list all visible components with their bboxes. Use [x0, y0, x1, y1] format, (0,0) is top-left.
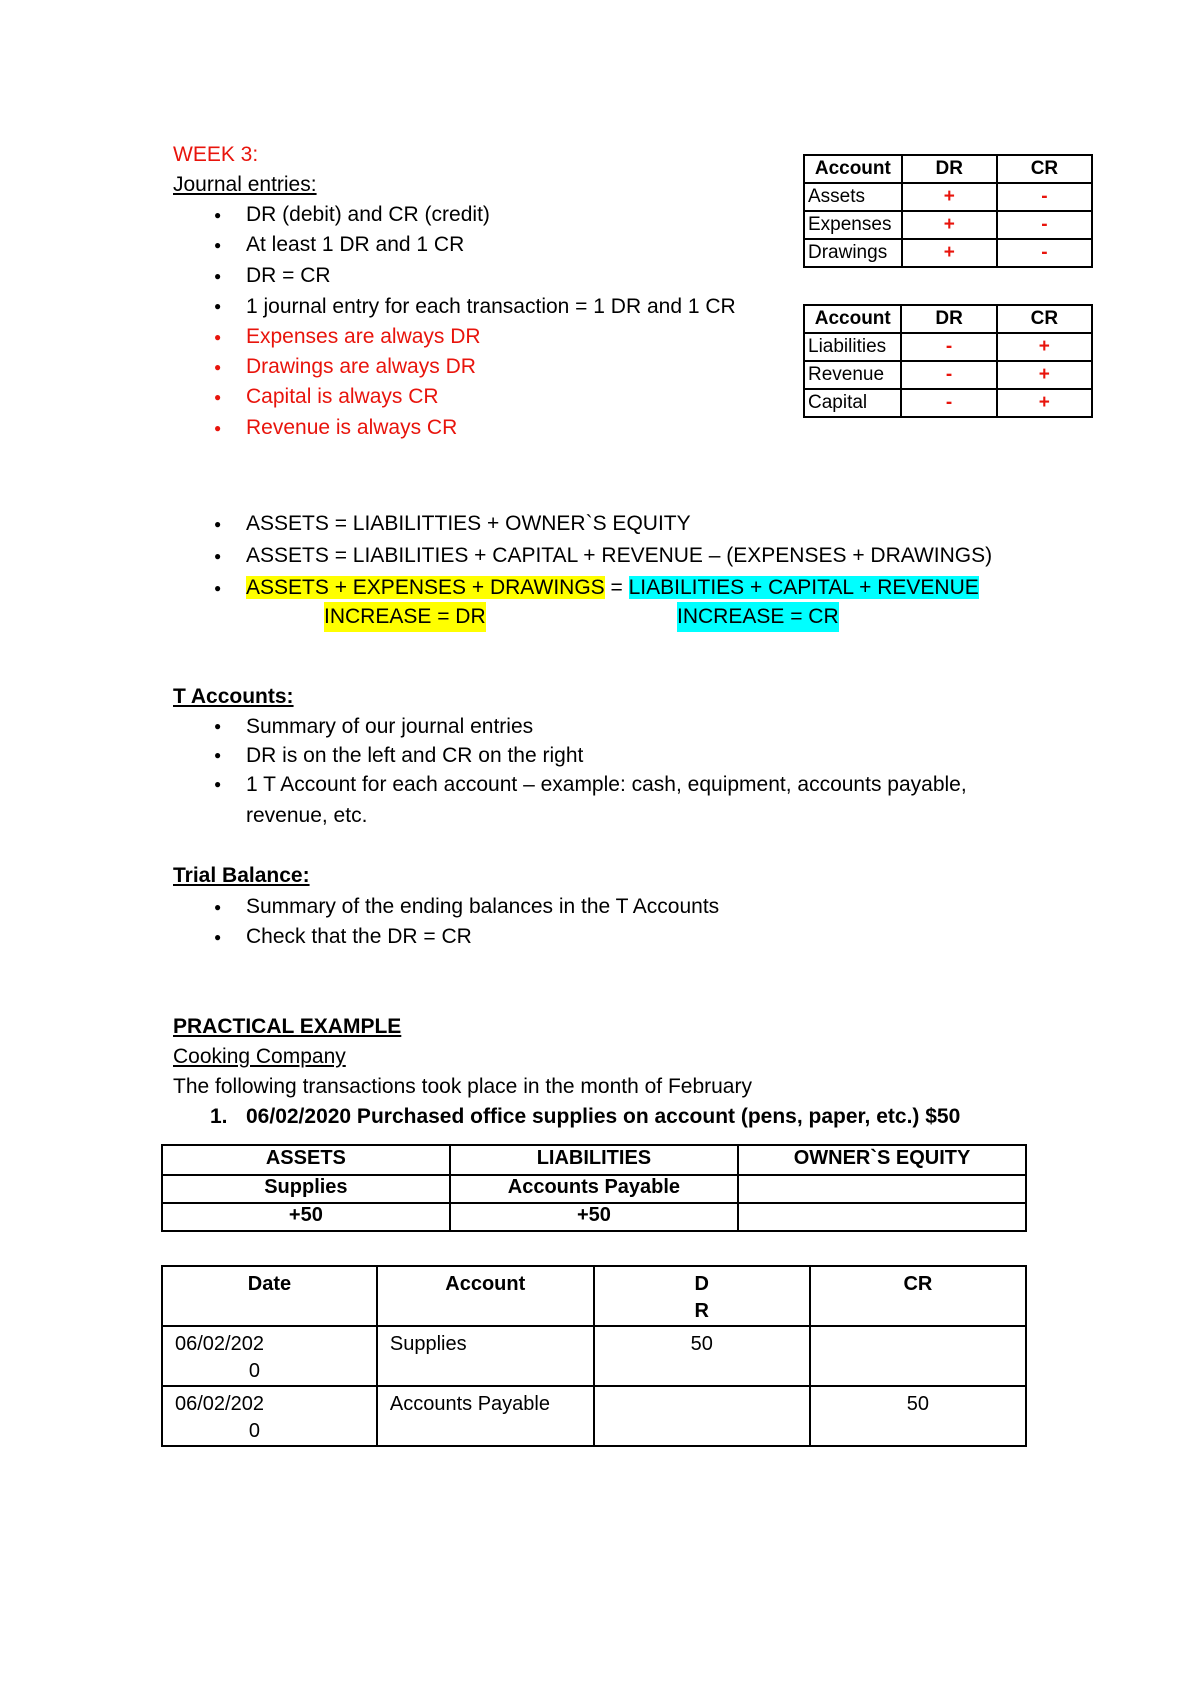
table-row — [162, 1326, 1026, 1386]
list-item: ● At least 1 DR and 1 CR — [173, 230, 736, 260]
list-item: ● Expenses are always DR — [173, 322, 736, 352]
account-cell: Accounts Payable — [377, 1386, 594, 1446]
account-cell: Supplies — [377, 1326, 594, 1386]
column-header: Account — [804, 305, 901, 333]
list-item: ● Summary of our journal entries — [173, 712, 967, 741]
increase-dr-label: INCREASE = DR — [324, 602, 486, 632]
list-item: ● Capital is always CR — [173, 382, 736, 412]
dr-cell: 50 — [594, 1326, 810, 1386]
list-item: ● Check that the DR = CR — [173, 922, 719, 952]
list-item: ● DR (debit) and CR (credit) — [173, 200, 736, 230]
list-item: ● DR is on the left and CR on the right — [173, 741, 967, 770]
date-line-2: 0 — [248, 1360, 260, 1382]
cr-sign: + — [997, 333, 1092, 361]
column-header: CR — [997, 305, 1092, 333]
account-cell: Capital — [804, 389, 901, 417]
date-cell — [162, 1326, 377, 1386]
table-cell — [738, 1175, 1026, 1203]
journal-list — [173, 200, 736, 443]
dr-sign: + — [902, 239, 997, 267]
dr-sign: - — [901, 361, 996, 389]
dr-cell — [594, 1386, 810, 1446]
table-row — [804, 361, 1092, 389]
column-header: CR — [810, 1266, 1026, 1326]
equation-left-highlight: ASSETS + EXPENSES + DRAWINGS — [246, 576, 605, 599]
cr-sign: + — [997, 361, 1092, 389]
increase-cr-label: INCREASE = CR — [677, 602, 839, 632]
account-cell: Expenses — [804, 211, 902, 239]
table-row — [804, 389, 1092, 417]
column-header: Date — [162, 1266, 377, 1326]
table-row — [804, 183, 1092, 211]
column-header: OWNER`S EQUITY — [738, 1145, 1026, 1175]
list-item: ● 1 journal entry for each transaction = 1 DR and 1 CR — [173, 291, 736, 322]
t-accounts-list — [173, 712, 967, 799]
table-cell: Accounts Payable — [450, 1175, 738, 1203]
table-row — [162, 1203, 1026, 1231]
table-cell: +50 — [450, 1203, 738, 1231]
list-item: ● ASSETS = LIABILITIES + CAPITAL + REVENUE – (EXPENSES + DRAWINGS) — [173, 540, 992, 572]
cr-sign: - — [997, 211, 1092, 239]
table-cell: Supplies — [162, 1175, 450, 1203]
table-row — [162, 1386, 1026, 1446]
journal-entry-table — [161, 1265, 1027, 1447]
column-header: Account — [377, 1266, 594, 1326]
table-row — [804, 239, 1092, 267]
column-header: DR — [901, 305, 996, 333]
cr-cell: 50 — [810, 1386, 1026, 1446]
trial-balance-list — [173, 892, 719, 953]
account-cell: Revenue — [804, 361, 901, 389]
date-cell — [162, 1386, 377, 1446]
list-item: ● DR = CR — [173, 261, 736, 291]
dr-header-d: D — [694, 1273, 709, 1295]
list-item: ● 1 T Account for each account – example: cash, equipment, accounts payable, — [173, 770, 967, 799]
credit-increase-table — [803, 304, 1093, 418]
account-cell: Assets — [804, 183, 902, 211]
column-header: LIABILITIES — [450, 1145, 738, 1175]
table-row — [804, 211, 1092, 239]
t-accounts-title: T Accounts: — [173, 685, 294, 708]
dr-sign: - — [901, 333, 996, 361]
dr-sign: - — [901, 389, 996, 417]
page-heading: WEEK 3: — [173, 143, 259, 166]
dr-header-r: R — [694, 1300, 709, 1322]
date-line-1: 06/02/202 — [175, 1333, 264, 1355]
date-line-1: 06/02/202 — [175, 1393, 264, 1415]
company-name: Cooking Company — [173, 1045, 346, 1068]
column-header: CR — [997, 155, 1092, 183]
cr-sign: + — [997, 389, 1092, 417]
transactions-intro: The following transactions took place in the month of February — [173, 1075, 752, 1098]
transaction-description: 06/02/2020 Purchased office supplies on account (pens, paper, etc.) $50 — [246, 1105, 961, 1128]
column-header — [594, 1266, 810, 1326]
practical-example-title: PRACTICAL EXAMPLE — [173, 1015, 402, 1038]
journal-entries-title: Journal entries: — [173, 173, 317, 196]
account-cell: Drawings — [804, 239, 902, 267]
list-item: ● Drawings are always DR — [173, 352, 736, 382]
column-header: ASSETS — [162, 1145, 450, 1175]
list-item — [173, 572, 992, 604]
table-cell — [738, 1203, 1026, 1231]
table-row — [804, 333, 1092, 361]
dr-sign: + — [902, 183, 997, 211]
table-cell: +50 — [162, 1203, 450, 1231]
equation-right-highlight: LIABILITIES + CAPITAL + REVENUE — [628, 576, 979, 599]
equals-sign: = — [604, 576, 629, 599]
list-item: ● Summary of the ending balances in the T Accounts — [173, 892, 719, 922]
accounting-equation-table — [161, 1144, 1027, 1232]
column-header: DR — [902, 155, 997, 183]
trial-balance-title: Trial Balance: — [173, 864, 310, 887]
transaction-number: 1. — [210, 1105, 228, 1128]
cr-sign: - — [997, 183, 1092, 211]
date-line-2: 0 — [248, 1420, 260, 1442]
list-item: ● ASSETS = LIABILITTIES + OWNER`S EQUITY — [173, 508, 992, 540]
dr-sign: + — [902, 211, 997, 239]
column-header: Account — [804, 155, 902, 183]
list-item-continuation: revenue, etc. — [246, 804, 368, 827]
table-row — [162, 1175, 1026, 1203]
list-item: ● Revenue is always CR — [173, 413, 736, 443]
equation-list — [173, 508, 992, 604]
account-cell: Liabilities — [804, 333, 901, 361]
cr-cell — [810, 1326, 1026, 1386]
cr-sign: - — [997, 239, 1092, 267]
debit-increase-table — [803, 154, 1093, 268]
